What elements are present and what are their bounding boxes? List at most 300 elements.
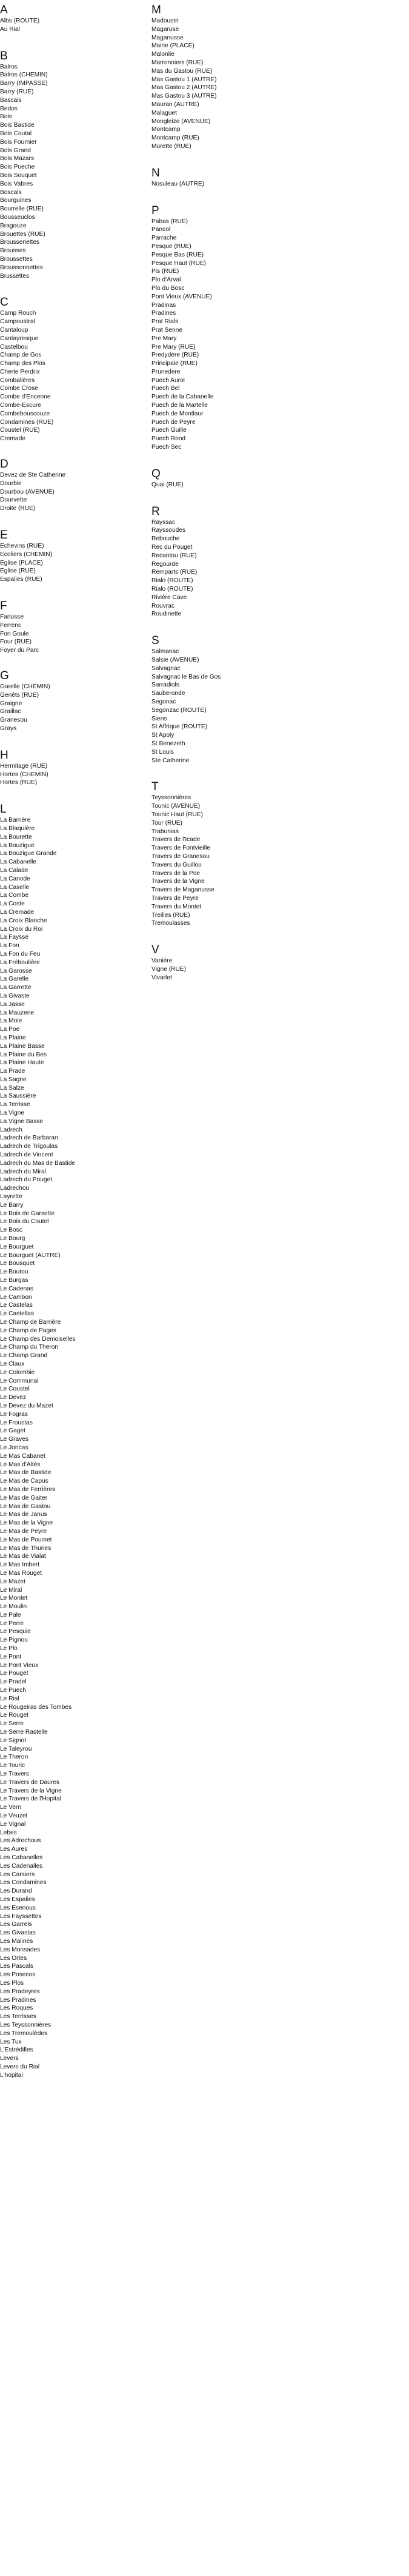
list-item[interactable]: Travers du Guillou [151,861,202,868]
list-item[interactable]: Bois Vabres [0,180,33,187]
list-item[interactable]: Le Mas Cabanet [0,1452,45,1460]
list-item[interactable]: Le Theron [0,1754,28,1761]
list-item[interactable]: Les Posecos [0,1971,36,1979]
list-item[interactable]: Droite (RUE) [0,505,36,512]
list-item[interactable]: Le Mas de Poumet [0,1536,52,1543]
list-item[interactable]: Murette (RUE) [151,143,191,150]
list-item[interactable]: Pre Mary (RUE) [151,343,196,351]
list-item[interactable]: Les Roques [0,2005,33,2012]
list-item[interactable]: Cantayresque [0,335,39,342]
list-item[interactable]: Les Ortes [0,1954,27,1962]
list-item[interactable]: Bois Coutal [0,130,32,137]
list-item[interactable]: Le Bourg [0,1235,25,1243]
list-item[interactable]: Castelbou [0,343,28,351]
list-item[interactable]: Grays [0,725,17,732]
list-item[interactable]: Marronniers (RUE) [151,59,204,66]
list-item[interactable]: Ladrech de Vincent [0,1152,53,1159]
list-item[interactable]: Mongleize (AVENUE) [151,118,211,125]
list-item[interactable]: La Bouzigue Grande [0,850,57,857]
list-item[interactable]: Le Mas de Vialat [0,1553,46,1560]
list-item[interactable]: Fon Goule [0,630,29,637]
list-item[interactable]: Pis (RUE) [151,268,179,275]
list-item[interactable]: Travers de Maganusse [151,887,214,894]
list-item[interactable]: Pabas (RUE) [151,218,188,225]
list-item[interactable]: Les Durand [0,1888,32,1895]
list-item[interactable]: Treilles (RUE) [151,911,190,919]
list-item[interactable]: Le Pesquie [0,1628,31,1635]
list-item[interactable]: Bois Souquet [0,172,37,179]
list-item[interactable]: Sarradiols [151,682,179,689]
list-item[interactable]: Pre Mary [151,335,177,342]
list-item[interactable]: Maganusse [151,34,184,41]
list-item[interactable]: Espalies (RUE) [0,576,42,583]
list-item[interactable]: Ladrech du Miral [0,1168,46,1175]
list-item[interactable]: Les Adrechous [0,1837,41,1845]
list-item[interactable]: Four (RUE) [0,639,32,646]
list-item[interactable]: Predydère (RUE) [151,352,199,359]
list-item[interactable]: La Saussière [0,1093,36,1100]
list-item[interactable]: Prunedere [151,368,181,375]
list-item[interactable]: Le Miral [0,1586,22,1594]
list-item[interactable]: La Coste [0,901,25,908]
list-item[interactable]: Brussettes [0,272,30,280]
list-item[interactable]: Bois [0,113,12,121]
list-item[interactable]: Salmanac [151,648,179,656]
list-item[interactable]: La Blaquière [0,825,35,832]
list-item[interactable]: Le Touric [0,1762,25,1769]
list-item[interactable]: Bois Grand [0,147,31,154]
list-item[interactable]: Le Plo [0,1645,18,1652]
list-item[interactable]: Madoustri [151,18,179,24]
list-item[interactable]: Champ des Plos [0,360,45,367]
list-item[interactable]: Rouvrac [151,602,175,609]
list-item[interactable]: La Plaine Basse [0,1042,45,1050]
list-item[interactable]: Le Mas de Peyre [0,1528,47,1535]
list-item[interactable]: Le Mas de la Vigne [0,1520,53,1527]
list-item[interactable]: Bousseuclos [0,213,35,221]
list-item[interactable]: Principale (RUE) [151,360,198,367]
list-item[interactable]: Dourbie [0,480,22,487]
list-item[interactable]: Le Boutou [0,1269,28,1276]
list-item[interactable]: Travers du Montet [151,903,202,910]
list-item[interactable]: Le Taleyrou [0,1745,32,1753]
list-item[interactable]: Le Mas de Janus [0,1511,47,1518]
list-item[interactable]: La Givaste [0,992,30,999]
list-item[interactable]: Le Mas de Thuries [0,1545,52,1552]
list-item[interactable]: Travers de la Poe [151,870,201,877]
list-item[interactable]: Tounic (AVENUE) [151,803,201,810]
list-item[interactable]: Le Vern [0,1804,22,1811]
list-item[interactable]: La Mauzerie [0,1009,35,1016]
list-item[interactable]: Travers de Granesou [151,853,210,860]
list-item[interactable]: Teyssonnières [151,794,191,802]
list-item[interactable]: St Louis [151,748,174,756]
list-item[interactable]: Les Pradines [0,1996,36,2004]
list-item[interactable]: Mairie (PLACE) [151,42,195,50]
list-item[interactable]: La Croix Blanche [0,917,47,924]
list-item[interactable]: Segonac [151,699,176,705]
list-item[interactable]: Travers de Fontvieille [151,845,211,852]
list-item[interactable]: Le Bourguet (AUTRE) [0,1252,61,1259]
list-item[interactable]: Pont Vieux (AVENUE) [151,293,212,300]
list-item[interactable]: Rialo (ROUTE) [151,586,193,593]
list-item[interactable]: Malaguet [151,109,177,116]
list-item[interactable]: Travers de la Vigne [151,878,205,885]
list-item[interactable]: Combe d'Encenne [0,394,51,401]
list-item[interactable]: Bedos [0,105,18,112]
list-item[interactable]: Trabunias [151,828,179,835]
list-item[interactable]: Bois Pueche [0,164,35,171]
list-item[interactable]: Le Bois du Coutel [0,1218,49,1226]
list-item[interactable]: Le Coustel [0,1386,30,1393]
list-item[interactable]: La Garosse [0,967,32,974]
list-item[interactable]: Les Pascals [0,1963,33,1970]
list-item[interactable]: Le Bosc [0,1227,22,1234]
list-item[interactable]: Hortes (RUE) [0,779,38,787]
list-item[interactable]: Le Mas de Ferrières [0,1486,56,1493]
list-item[interactable]: Les Givastas [0,1930,36,1937]
list-item[interactable]: Plo d'Arval [151,277,181,284]
list-item[interactable]: La Calade [0,867,28,874]
list-item[interactable]: Ecoliers (CHEMIN) [0,551,53,558]
list-item[interactable]: Bragouze [0,222,27,229]
list-item[interactable]: Puech de la Martelle [151,402,208,409]
list-item[interactable]: Les Tremoulèdes [0,2030,48,2037]
list-item[interactable]: Les Tux [0,2038,22,2045]
list-item[interactable]: Le Mas de Gaiter [0,1494,48,1501]
list-item[interactable]: Rivière Cave [151,594,187,601]
list-item[interactable]: Tour (RUE) [151,819,182,827]
list-item[interactable]: Ladrech de Trigoulas [0,1143,58,1150]
list-item[interactable]: Le Champ des Demoiselles [0,1335,76,1343]
list-item[interactable]: Le Gaget [0,1427,25,1435]
list-item[interactable]: La Garrette [0,984,32,991]
list-item[interactable]: Pesque Haut (RUE) [151,260,207,267]
list-item[interactable]: Les Esenous [0,1904,36,1911]
list-item[interactable]: Bourrelle (RUE) [0,206,44,213]
list-item[interactable]: Regourde [151,560,179,568]
list-item[interactable]: Les Carsiers [0,1871,35,1878]
list-item[interactable]: Le Mas Imbert [0,1561,40,1569]
list-item[interactable]: La Croix du Roi [0,925,43,933]
list-item[interactable]: Le Pouget [0,1670,28,1677]
list-item[interactable]: Cantaloup [0,326,28,334]
list-item[interactable]: Mauran (AUTRE) [151,101,199,108]
list-item[interactable]: Le Champ de Pages [0,1327,56,1334]
list-item[interactable]: Barry (RUE) [0,88,34,95]
list-item[interactable]: Travers de Peyre [151,894,199,902]
list-item[interactable]: Plo du Bosc [151,284,185,292]
list-item[interactable]: Le Colombie [0,1369,35,1376]
list-item[interactable]: Le Barry [0,1201,24,1209]
list-item[interactable]: La Fon du Feu [0,950,41,958]
list-item[interactable]: Ladrech [0,1126,22,1133]
list-item[interactable]: Puech de Montlaur [151,410,204,417]
list-item[interactable]: Dourvette [0,497,27,504]
list-item[interactable]: Pradines [151,310,176,317]
list-item[interactable]: Ladrechou [0,1185,30,1192]
list-item[interactable]: La Sagne [0,1076,27,1083]
list-item[interactable]: Le Pradel [0,1679,27,1686]
list-item[interactable]: La Prade [0,1068,25,1075]
list-item[interactable]: Montcamp (RUE) [151,135,199,142]
list-item[interactable]: Parrache [151,235,177,242]
list-item[interactable]: Le Castellas [0,1310,35,1318]
list-item[interactable]: Les Pradeyres [0,1988,40,1995]
list-item[interactable]: Graigne [0,700,22,707]
list-item[interactable]: Le Champ du Theron [0,1344,59,1351]
list-item[interactable]: Le Bousquet [0,1260,35,1267]
list-item[interactable]: Le Castelas [0,1302,33,1309]
list-item[interactable]: Genêts (RUE) [0,691,39,699]
list-item[interactable]: Le Mas de Capus [0,1478,48,1485]
list-item[interactable]: Hermitage (RUE) [0,762,48,770]
list-item[interactable]: Pesque (RUE) [151,243,191,250]
list-item[interactable]: Garelle (CHEMIN) [0,683,50,691]
list-item[interactable]: La Plaine [0,1034,26,1041]
list-item[interactable]: Rebouche [151,535,180,543]
list-item[interactable]: Barry (IMPASSE) [0,80,48,87]
list-item[interactable]: Le Mazet [0,1578,25,1585]
list-item[interactable]: Bois Mazars [0,155,35,163]
list-item[interactable]: La Mole [0,1018,22,1025]
list-item[interactable]: Au Rial [0,25,20,33]
list-item[interactable]: Boscals [0,189,22,196]
list-item[interactable]: Albs (ROUTE) [0,18,40,24]
list-item[interactable]: Rayssac [151,518,176,526]
list-item[interactable]: Campoustral [0,318,35,326]
list-item[interactable]: Le Mas Rouget [0,1569,42,1577]
list-item[interactable]: Broussonnettes [0,264,43,271]
list-item[interactable]: Les Teyssonnières [0,2021,52,2028]
list-item[interactable]: St Benezeth [151,740,185,747]
list-item[interactable]: La Combe [0,892,29,899]
list-item[interactable]: Layrette [0,1193,22,1201]
list-item[interactable]: Puech de la Cabanelle [151,394,214,401]
list-item[interactable]: Le Pale [0,1611,21,1618]
list-item[interactable]: Roudinette [151,611,182,618]
list-item[interactable]: La Canode [0,875,30,882]
list-item[interactable]: Les Plos [0,1979,24,1987]
list-item[interactable]: Le Moulin [0,1603,27,1611]
list-item[interactable]: Granesou [0,717,27,724]
list-item[interactable]: Les Cadenalles [0,1862,43,1870]
list-item[interactable]: Le Rouget [0,1712,29,1719]
list-item[interactable]: Pradinas [151,301,176,309]
list-item[interactable]: St Affrique (ROUTE) [151,723,208,731]
list-item[interactable]: Les Fayssettes [0,1913,42,1920]
list-item[interactable]: Le Vignal [0,1820,26,1828]
list-item[interactable]: Champ de Gos [0,352,42,359]
list-item[interactable]: Salvagnac le Bas de Gos [151,673,221,680]
list-item[interactable]: Salvagnac [151,665,181,672]
list-item[interactable]: Le Pont [0,1653,22,1660]
list-item[interactable]: La Cremade [0,908,35,916]
list-item[interactable]: Vanière [151,958,173,965]
list-item[interactable]: Puech Guille [151,427,187,434]
list-item[interactable]: Le Champ Grand [0,1352,48,1360]
list-item[interactable]: Le Devez [0,1394,27,1401]
list-item[interactable]: La Cabanelle [0,859,37,866]
list-item[interactable]: Le Travers de la Vigne [0,1787,62,1794]
list-item[interactable]: Tremoulasses [151,920,190,927]
list-item[interactable]: Cherte Perdrix [0,368,40,375]
list-item[interactable]: Le Serre Rastelle [0,1729,48,1736]
list-item[interactable]: La Plaine Haute [0,1059,44,1067]
list-item[interactable]: Bascals [0,96,22,104]
list-item[interactable]: Le Mas de Gastou [0,1503,51,1510]
list-item[interactable]: La Fréboulière [0,959,40,966]
list-item[interactable]: Mas Gastou 1 (AUTRE) [151,76,217,83]
list-item[interactable]: Magaruse [151,25,179,33]
list-item[interactable]: Le Communal [0,1377,39,1384]
list-item[interactable]: L'Estrédilles [0,2047,33,2054]
list-item[interactable]: La Vigne Basse [0,1118,44,1125]
list-item[interactable]: Le Mas de Bastide [0,1469,52,1477]
list-item[interactable]: Puech Aurol [151,377,185,384]
list-item[interactable]: La Bouzigue [0,842,35,849]
list-item[interactable]: La Faysse [0,934,28,941]
list-item[interactable]: Puech Bel [151,385,180,392]
list-item[interactable]: Les Condamines [0,1879,47,1887]
list-item[interactable]: Siens [151,715,167,722]
list-item[interactable]: Le Claux [0,1360,25,1367]
list-item[interactable]: Ladrech du Pouget [0,1176,53,1184]
list-item[interactable]: Le Champ de Barrière [0,1319,61,1326]
list-item[interactable]: Devez de Ste Catherine [0,472,66,479]
list-item[interactable]: Ladrech de Barbaran [0,1135,58,1142]
list-item[interactable]: Mas du Gastou (RUE) [151,67,213,75]
list-item[interactable]: Les Malines [0,1937,33,1945]
list-item[interactable]: Quai (RUE) [151,481,184,488]
list-item[interactable]: Broussettes [0,255,33,263]
list-item[interactable]: Pancol [151,226,171,233]
list-item[interactable]: Graillac [0,708,21,716]
list-item[interactable]: La Fon [0,942,19,950]
list-item[interactable]: St Apoly [151,732,175,739]
list-item[interactable]: Pesque Bas (RUE) [151,251,204,258]
list-item[interactable]: Le Mas d'Altès [0,1461,41,1468]
list-item[interactable]: Balros (CHEMIN) [0,72,48,79]
list-item[interactable]: Le Burgas [0,1277,28,1284]
list-item[interactable]: Les Terrisses [0,2013,36,2021]
list-item[interactable]: Travers de l'Icade [151,836,201,844]
list-item[interactable]: Le Travers de l'Hopital [0,1796,62,1803]
list-item[interactable]: Rayssoudes [151,527,186,534]
list-item[interactable]: Lebes [0,1829,17,1836]
list-item[interactable]: Remparts (RUE) [151,569,198,576]
list-item[interactable]: Prat Senne [151,326,182,334]
list-item[interactable]: La Vigne [0,1110,25,1117]
list-item[interactable]: Echevins (RUE) [0,543,44,550]
list-item[interactable]: Levers [0,2055,19,2062]
list-item[interactable]: Combalières [0,377,35,384]
list-item[interactable]: Malonlie [151,51,175,58]
list-item[interactable]: La Poe [0,1026,20,1033]
list-item[interactable]: Cremade [0,435,25,443]
list-item[interactable]: La Barrière [0,817,31,824]
list-item[interactable]: Balros [0,63,18,70]
list-item[interactable]: Coustel (RUE) [0,427,40,434]
list-item[interactable]: Farlusse [0,614,24,621]
list-item[interactable]: La Salze [0,1084,24,1092]
list-item[interactable]: Ferrenc [0,622,22,629]
list-item[interactable]: Le Perre [0,1620,24,1627]
list-item[interactable]: Le Froustas [0,1419,33,1426]
list-item[interactable]: Combebouscouze [0,410,50,417]
list-item[interactable]: Ste Catherine [151,757,190,764]
list-item[interactable]: Segonzac (ROUTE) [151,706,207,714]
list-item[interactable]: L'hopital [0,2071,23,2079]
list-item[interactable]: La Caselle [0,884,30,891]
list-item[interactable]: Les Garrels [0,1921,32,1928]
list-item[interactable]: La Plaine du Bes [0,1051,47,1058]
list-item[interactable]: Puech de Peyre [151,418,196,426]
list-item[interactable]: Le Cadenas [0,1285,33,1292]
list-item[interactable]: Le Graves [0,1436,28,1443]
list-item[interactable]: Le Travers [0,1771,30,1778]
list-item[interactable]: Le Devez du Mazet [0,1402,53,1409]
list-item[interactable]: Camp Rouch [0,310,36,317]
list-item[interactable]: Foyer du Parc [0,647,39,654]
list-item[interactable]: Recantou (RUE) [151,552,197,559]
list-item[interactable]: Levers du Rial [0,2063,40,2070]
list-item[interactable]: Vivarlet [151,974,172,981]
list-item[interactable]: Les Aures [0,1846,28,1853]
list-item[interactable]: Tounic Haut (RUE) [151,811,203,818]
list-item[interactable]: Sauberonde [151,690,185,697]
list-item[interactable]: Ladrech du Mas de Bastide [0,1159,76,1167]
list-item[interactable]: La Jasse [0,1001,25,1008]
list-item[interactable]: Nosuleau (AUTRE) [151,180,205,187]
list-item[interactable]: Broussenettes [0,239,40,246]
list-item[interactable]: Eglise (RUE) [0,568,36,575]
list-item[interactable]: Le Travers de Daures [0,1779,59,1786]
list-item[interactable]: Brouettes (RUE) [0,230,45,238]
list-item[interactable]: Montcamp [151,126,181,133]
list-item[interactable]: Combe-Escure [0,402,41,409]
list-item[interactable]: Bois Bastide [0,122,35,129]
list-item[interactable]: Puech Sec [151,444,182,451]
list-item[interactable]: Salsie (AVENUE) [151,657,199,664]
list-item[interactable]: Dourbou (AVENUE) [0,488,55,495]
list-item[interactable]: Condamines (RUE) [0,418,54,426]
list-item[interactable]: La Garelle [0,976,29,983]
list-item[interactable]: Le Bourguet [0,1243,34,1250]
list-item[interactable]: Brousses [0,247,26,255]
list-item[interactable]: Le Fogras [0,1410,28,1418]
list-item[interactable]: Mas Gastou 2 (AUTRE) [151,84,217,92]
list-item[interactable]: Le Bois de Garsette [0,1210,55,1217]
list-item[interactable]: Hortes (CHEMIN) [0,771,48,778]
list-item[interactable]: Eglise (PLACE) [0,559,43,566]
list-item[interactable]: Le Joncas [0,1444,28,1451]
list-item[interactable]: Le Puech [0,1687,27,1694]
list-item[interactable]: Le Cambon [0,1293,32,1301]
list-item[interactable]: Le Montet [0,1595,28,1602]
list-item[interactable]: Les Cabanelles [0,1854,43,1861]
list-item[interactable]: Prat Rials [151,318,179,326]
list-item[interactable]: Puech Rond [151,435,186,443]
list-item[interactable]: Le Pignou [0,1637,28,1644]
list-item[interactable]: Le Rougeiras des Tombes [0,1703,72,1711]
list-item[interactable]: Rec du Pouget [151,544,193,551]
list-item[interactable]: Les Espalies [0,1896,35,1903]
list-item[interactable]: La Bourette [0,833,32,840]
list-item[interactable]: Le Veuzet [0,1813,28,1820]
list-item[interactable]: Rialo (ROUTE) [151,577,193,585]
list-item[interactable]: Vigne (RUE) [151,965,186,973]
